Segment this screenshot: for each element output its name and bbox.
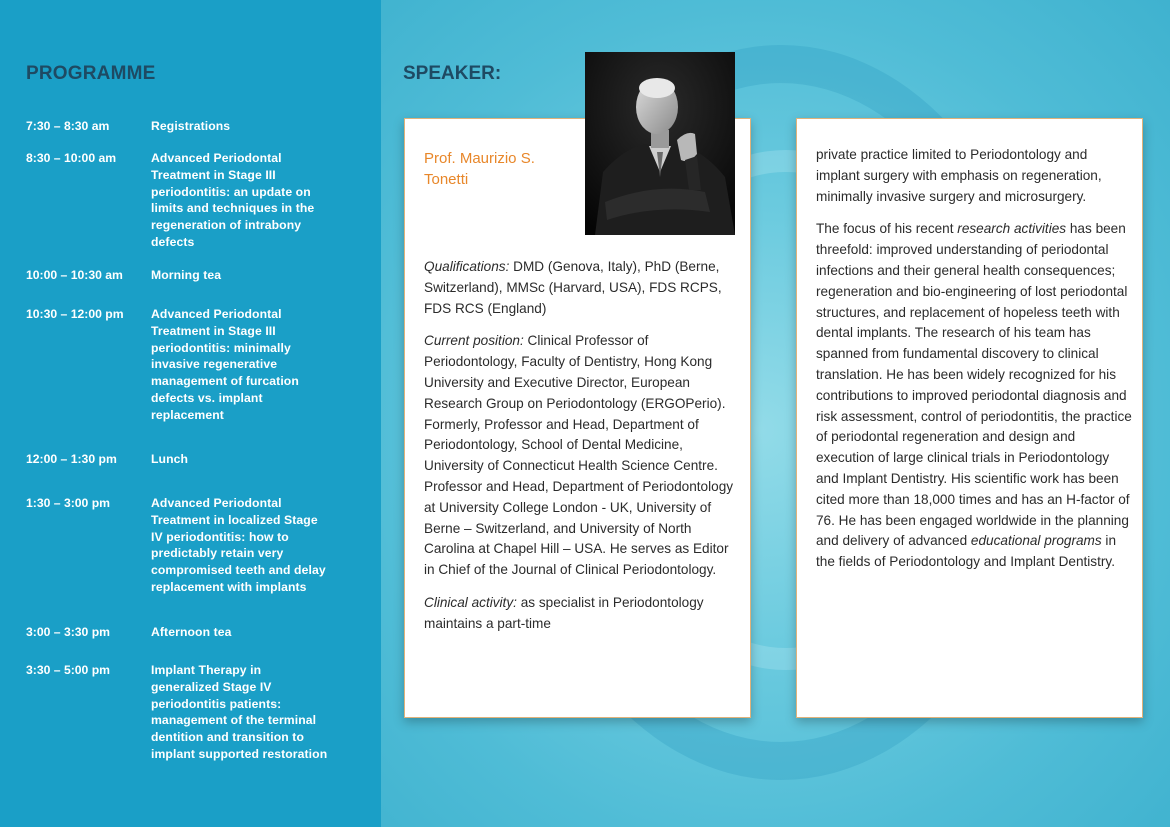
programme-desc: Afternoon tea [151,625,232,639]
clinical-continued-paragraph: private practice limited to Periodontology and implant surgery with emphasis on regeneration, minimally invasive surgery and microsurgery. [816,147,1102,204]
position-label: Current position: [424,333,524,349]
speaker-portrait-image [585,52,735,235]
programme-time: 3:30 – 5:00 pm [26,663,111,677]
programme-desc: Advanced Periodontal Treatment in Stage III periodontitis: an update on limits and techniques in the regeneration of intrabony defects [151,151,315,249]
clinical-paragraph [424,593,742,635]
programme-time: 12:00 – 1:30 pm [26,452,117,466]
speaker-photo [585,52,735,235]
position-text: Clinical Professor of Periodontology, Faculty of Dentistry, Hong Kong University and Executive Director, European Research Group on Periodontology (ERGOPerio). Formerly, Professor and Head, Department of Periodontology, School of Dental Medicine, University of Connecticut Health Science Centre. Professor and Head, Department of Periodontology at University College London - UK, University of Berne – Switzerland, and University of North Carolina at Chapel Hill – USA. He serves as Editor in Chief of the Journal of Clinical Periodontology. [424,333,734,578]
programme-time: 3:00 – 3:30 pm [26,625,111,639]
programme-desc: Registrations [151,119,231,133]
clinical-label: Clinical activity: [424,594,517,610]
programme-desc: Implant Therapy in generalized Stage IV periodontitis patients: management of the terminal dentition and transition to implant supported restoration [151,663,328,761]
qualifications-paragraph [424,257,742,319]
programme-desc: Advanced Periodontal Treatment in Stage III periodontitis: minimally invasive regenerative management of furcation defects vs. implant replacement [151,307,299,422]
clinical-text: as specialist in Periodontology maintains a part-time [424,594,704,631]
speaker-bio-part1 [424,257,742,647]
programme-desc: Morning tea [151,268,222,282]
programme-panel [0,0,381,827]
programme-desc: Lunch [151,452,189,466]
speaker-bio-part2 [816,145,1134,585]
programme-time: 8:30 – 10:00 am [26,151,117,165]
research-post: in the fields of Periodontology and Implant Dentistry. [816,533,1117,570]
programme-time: 10:30 – 12:00 pm [26,307,124,321]
programme-time: 7:30 – 8:30 am [26,119,110,133]
research-pre: The focus of his recent [816,221,958,237]
qualifications-text: DMD (Genova, Italy), PhD (Berne, Switzerland), MMSc (Harvard, USA), FDS RCPS, FDS RCS (England) [424,259,722,316]
speaker-name: Prof. Maurizio S. Tonetti [424,150,535,188]
programme-title: PROGRAMME [26,63,156,84]
programme-time: 10:00 – 10:30 am [26,268,123,282]
research-paragraph [816,219,1134,573]
educational-label: educational programs [970,533,1102,549]
position-paragraph [424,331,742,581]
research-label: research activities [957,221,1067,237]
research-text: has been threefold: improved understanding of periodontal infections and their general health consequences; regeneration and bio-engineering of lost periodontal structures, and replacement of hopeless teeth with dental implants. The research of his team has spanned from fundamental discovery to clinical translation. He has been widely recognized for his contributions to improved periodontal diagnosis and risk assessment, control of periodontitis, the practice of periodontal regeneration and design and execution of large clinical trials in Periodontology and Implant Dentistry. His scientific work has been cited more than 18,000 times and has an H-factor of 76. He has been engaged worldwide in the planning and delivery of advanced [816,221,1132,549]
programme-time: 1:30 – 3:00 pm [26,496,111,510]
qualifications-label: Qualifications: [424,259,510,274]
speaker-heading: SPEAKER: [403,63,502,84]
programme-desc: Advanced Periodontal Treatment in localized Stage IV periodontitis: how to predictably retain very compromised teeth and delay replacement with implants [151,496,326,594]
